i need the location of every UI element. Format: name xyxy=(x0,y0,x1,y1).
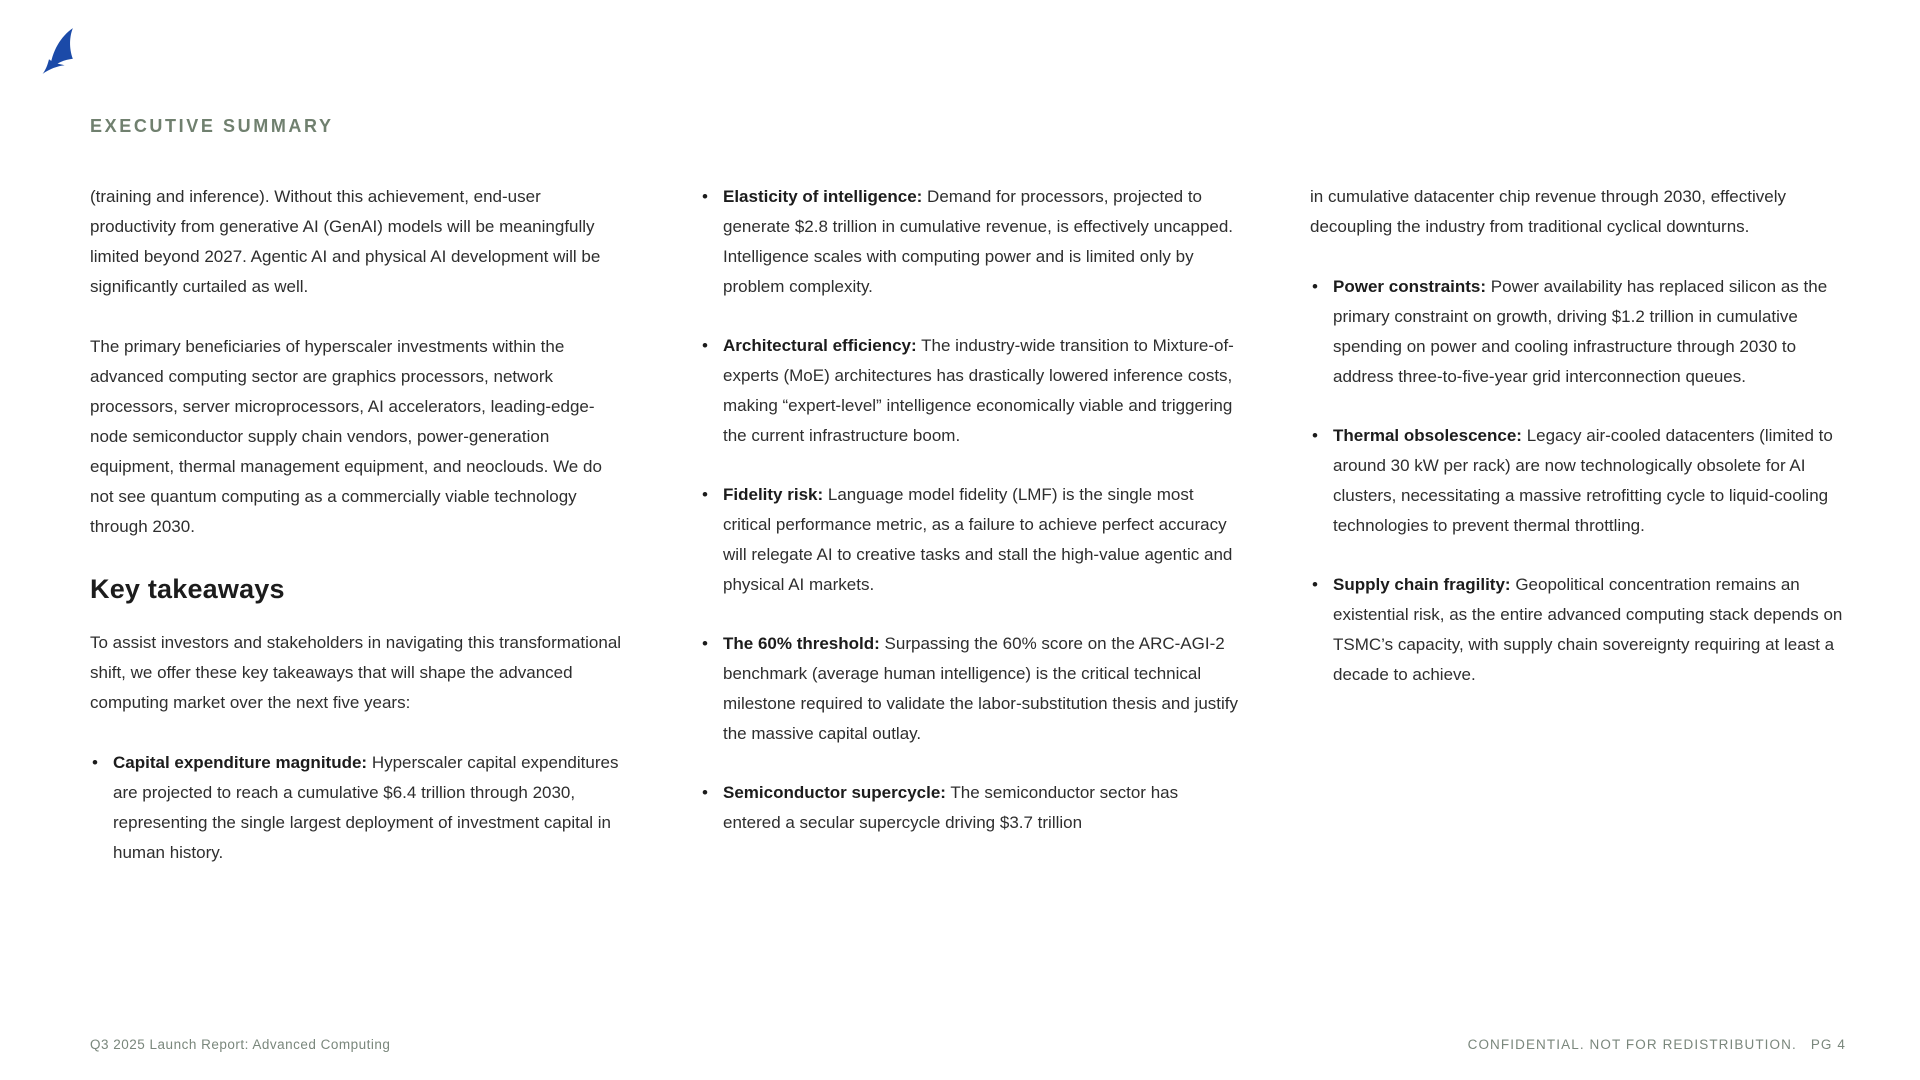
list-item xyxy=(1310,570,1850,690)
bullet-icon: • xyxy=(1312,575,1318,594)
bullet-icon: • xyxy=(702,336,708,355)
content-columns xyxy=(90,182,1850,868)
bullet-icon: • xyxy=(702,187,708,206)
bullet-text: Demand for processors, projected to generate $2.8 trillion in cumulative revenue, is effectively uncapped. Intelligence scales with computing power and is limited only by problem complexity. xyxy=(723,187,1233,296)
takeaways-list xyxy=(90,748,630,868)
bullet-label: Capital expenditure magnitude: xyxy=(113,753,368,772)
takeaways-intro: To assist investors and stakeholders in navigating this transformational shift, we offer these key takeaways that will shape the advanced computing market over the next five years: xyxy=(90,633,622,712)
list-item xyxy=(700,182,1240,302)
page-number: PG 4 xyxy=(1810,1037,1846,1052)
bullet-icon: • xyxy=(1312,277,1318,296)
bullet-icon: • xyxy=(1312,426,1318,445)
bullet-text: Hyperscaler capital expenditures are projected to reach a cumulative $6.4 trillion through 2030, representing the single largest deployment of investment capital in human history. xyxy=(113,753,619,862)
confidential-text: CONFIDENTIAL. NOT FOR REDISTRIBUTION. xyxy=(1467,1037,1797,1052)
bullet-text: Legacy air-cooled datacenters (limited to around 30 kW per rack) are now technologically obsolete for AI clusters, necessitating a massive retrofitting cycle to liquid-cooling technologies to prevent thermal throttling. xyxy=(1333,426,1833,535)
bullet-icon: • xyxy=(702,485,708,504)
bullet-text: Language model fidelity (LMF) is the single most critical performance metric, as a failure to achieve perfect accuracy will relegate AI to creative tasks and stall the high-value agentic and physical AI markets. xyxy=(723,485,1233,594)
bullet-label: Supply chain fragility: xyxy=(1333,575,1511,594)
list-item xyxy=(90,748,630,868)
continuation-paragraph: in cumulative datacenter chip revenue through 2030, effectively decoupling the industry from traditional cyclical downturns. xyxy=(1310,187,1786,236)
footer-confidential xyxy=(1468,1037,1846,1052)
bullet-label: The 60% threshold: xyxy=(723,634,880,653)
bullet-label: Power constraints: xyxy=(1333,277,1487,296)
takeaways-list xyxy=(700,182,1240,838)
bullet-icon: • xyxy=(702,634,708,653)
bullet-label: Elasticity of intelligence: xyxy=(723,187,923,206)
key-takeaways-heading: Key takeaways xyxy=(90,574,285,604)
bullet-text: The semiconductor sector has entered a secular supercycle driving $3.7 trillion xyxy=(723,783,1179,832)
bullet-text: The industry-wide transition to Mixture-of-experts (MoE) architectures has drastically lowered inference costs, making “expert-level” intelligence economically viable and triggering the current infrastructure boom. xyxy=(723,336,1234,445)
bullet-label: Fidelity risk: xyxy=(723,485,824,504)
column-1 xyxy=(90,182,630,868)
list-item xyxy=(700,480,1240,600)
bullet-text: Power availability has replaced silicon as the primary constraint on growth, driving $1.2 trillion in cumulative spending on power and cooling infrastructure through 2030 to address three-to-five-year grid interconnection queues. xyxy=(1333,277,1828,386)
sail-logo-icon xyxy=(38,27,82,75)
bullet-label: Architectural efficiency: xyxy=(723,336,917,355)
footer-report-title: Q3 2025 Launch Report: Advanced Computing xyxy=(90,1037,391,1052)
paragraph: The primary beneficiaries of hyperscaler investments within the advanced computing sector are graphics processors, network processors, server microprocessors, AI accelerators, leading-edge-node semiconductor supply chain vendors, power-generation equipment, thermal management equipment, and neoclouds. We do not see quantum computing as a commercially viable technology through 2030. xyxy=(90,337,602,536)
bullet-label: Semiconductor supercycle: xyxy=(723,783,946,802)
list-item xyxy=(700,629,1240,749)
bullet-text: Geopolitical concentration remains an existential risk, as the entire advanced computing stack depends on TSMC’s capacity, with supply chain sovereignty requiring at least a decade to achieve. xyxy=(1333,575,1843,684)
takeaways-list xyxy=(1310,272,1850,690)
list-item xyxy=(1310,272,1850,392)
bullet-icon: • xyxy=(702,783,708,802)
bullet-label: Thermal obsolescence: xyxy=(1333,426,1522,445)
bullet-text: Surpassing the 60% score on the ARC-AGI-2 benchmark (average human intelligence) is the critical technical milestone required to validate the labor-substitution thesis and justify the massive capital outlay. xyxy=(723,634,1239,743)
list-item xyxy=(700,778,1240,838)
list-item xyxy=(700,331,1240,451)
list-item xyxy=(1310,421,1850,541)
bullet-icon: • xyxy=(92,753,98,772)
paragraph: (training and inference). Without this achievement, end-user productivity from generative AI (GenAI) models will be meaningfully limited beyond 2027. Agentic AI and physical AI development will be significantly curtailed as well. xyxy=(90,187,601,296)
column-3 xyxy=(1310,182,1850,868)
column-2 xyxy=(700,182,1240,868)
page-title: EXECUTIVE SUMMARY xyxy=(90,116,334,136)
